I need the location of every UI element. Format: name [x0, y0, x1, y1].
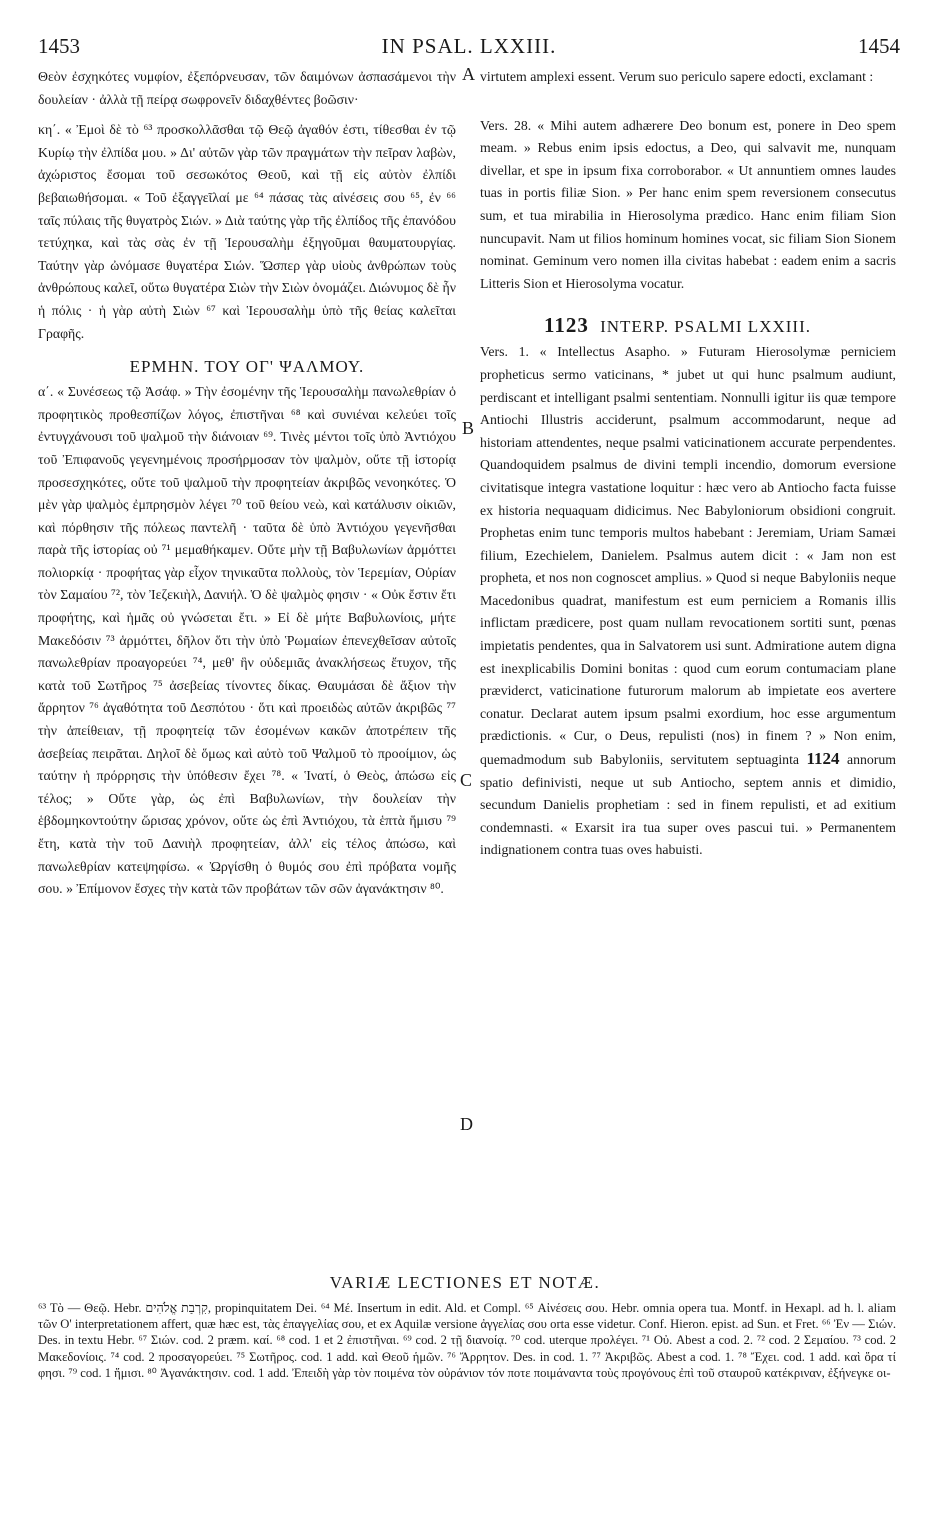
greek-paragraph-1: Θεὸν ἐσχηκότες νυμφίον, ἐξεπόρνευσαν, τῶν δαιμόνων ἀσπασάμενοι τὴν δουλείαν · ἀλλὰ τῇ πείρᾳ σωφρονεῖν διδαχθέντες βοῶσιν·	[38, 69, 456, 107]
notes-block	[38, 1300, 896, 1381]
page-header	[38, 34, 900, 64]
margin-marker-c: C	[460, 770, 473, 790]
latin-paragraph-3	[480, 341, 896, 862]
margin-marker-d: D	[460, 1114, 473, 1134]
notes-text: ⁶³ Τὸ — Θεῷ. Hebr. קִרְבַת אֱלֹהִים, propinquitatem Dei. ⁶⁴ Μέ. Insertum in edit. Ald. et Compl. ⁶⁵ Αἰνέσεις σου. Hebr. omnia opera tua. Montf. in Hexapl. ad h. l. aliam τῶν O' interpretationem affert, quæ hæc est, τὰς ἐπαγγελίας σου, et ex Aquilæ versione ἀγγελίας σου orta esse videtur. Conf. Hieron. epist. ad Sun. et Fret. ⁶⁶ Ἐν — Σιών. Des. in textu Hebr. ⁶⁷ Σιών. cod. 2 præm. καί. ⁶⁸ cod. 1 et 2 ἐπιστῆναι. ⁶⁹ cod. 2 τῇ διανοίᾳ. ⁷⁰ cod. uterque προλέγει. ⁷¹ Οὐ. Abest a cod. 2. ⁷² cod. 2 Σεμαίου. ⁷³ cod. 2 Μακεδονίοις. ⁷⁴ cod. 2 προσαγορεύει. ⁷⁵ Σωτῆρος. cod. 1 add. καὶ Θεοῦ ἡμῶν. ⁷⁶ Ἄρρητον. Des. in cod. 1. ⁷⁷ Ἀκριβῶς. Abest a cod. 1. ⁷⁸ Ἔχει. cod. 1 add. καὶ ὅρα τί φησι. ⁷⁹ cod. 1 ἥμισι. ⁸⁰ Ἀγανάκτησιν. cod. 1 add. Ἐπειδὴ γὰρ τὸν ποιμένα τὸν οὐράνιον τόν ποτε ποιμάναντα τοὺς προγόνους ἐπὶ τοῦ σταυροῦ κατέκριναν, ἐξήνεγκε οι-	[38, 1301, 896, 1380]
margin-marker-b: B	[462, 418, 475, 438]
latin-section-title	[480, 313, 896, 339]
page-number-right: 1454	[858, 34, 900, 58]
latin-paragraph-2: Vers. 28. « Mihi autem adhærere Deo bonum est, ponere in Deo spem meam. » Rebus enim ipsis edoctus, a Deo, qui salvavit me, nunquam divellar, et spe in ipsum fixa corroborabor. « Ut annuntiem omnes laudes tuas in portis filiæ Sion. » Per hanc enim spem reversionem consecutus sum, et tua mirabilia in Hierosolyma prædico. Hanc enim filiam Sion nuncupavit. Nam ut filios hominum homines vocat, sic filiam Sion Sionem nominat. Geminum vero nomen illa civitas habebat : eadem enim a sacris Litteris Sion et Hierosolyma vocatur.	[480, 117, 896, 291]
notes-title: VARIÆ LECTIONES ET NOTÆ.	[329, 1273, 601, 1292]
page-number-left: 1453	[38, 34, 80, 58]
greek-paragraph-2: κη΄. « Ἐμοὶ δὲ τὸ ⁶³ προσκολλᾶσθαι τῷ Θεῷ ἀγαθόν ἐστι, τίθεσθαι ἐν τῷ Κυρίῳ τὴν ἐλπίδα μου. » Δι' αὐτῶν γὰρ τῶν πραγμάτων τὴν πεῖραν λαβὼν, ἀχώριστος ἔσομαι τοῦ σεσωκότος Θεοῦ, καὶ τῇ εἰς αὐτὸν ἐλπίδι βεβαιωθήσομαι. « Τοῦ ἐξαγγεῖλαί με ⁶⁴ πάσας τὰς αἰνέσεις σου ⁶⁵, ἐν ⁶⁶ ταῖς πύλαις τῆς θυγατρὸς Σιών. » Διὰ ταύτης γὰρ τῆς ἐλπίδος τῆς ἐπανόδου τετύχηκα, καὶ τὰς σὰς ἐν τῇ Ἱερουσαλὴμ ἐξηγοῦμαι θαυματουργίας. Ταύτην γὰρ ὠνόμασε θυγατέρα Σιών. Ὥσπερ γὰρ υἱοὺς ἀνθρώπων τοὺς ἀνθρώπους καλεῖ, οὕτω θυγατέρα Σιὼν τὴν Σιὼν ὀνομάζει. Διώνυμος δὲ ἦν ἡ πόλις · ἡ γὰρ αὐτὴ Σιὼν ⁶⁷ καὶ Ἱερουσαλὴμ ὑπὸ τῆς θείας καλεῖται Γραφῆς.	[38, 122, 456, 341]
section-number: 1123	[544, 313, 589, 338]
latin-paragraph-3-part-2: annorum spatio definivisti, neque ut sub Antiocho, septem annis et dimidio, secundum Danielis prophetiam : sed in finem repulisti, et ad exitium condemnasti. « Exarsit ira tua super oves pascui tui. » Permanentem indignationem contra tuas oves habuisti.	[480, 752, 897, 858]
latin-paragraph-1: virtutem amplexi essent. Verum suo periculo sapere edocti, exclamant :	[480, 69, 874, 84]
inline-column-number: 1124	[806, 749, 840, 769]
greek-section-title: ΕΡΜΗΝ. ΤΟΥ ΟΓ' ΨΑΛΜΟΥ.	[129, 357, 365, 377]
section-title-text: INTERP. PSALMI LXXIII.	[600, 317, 811, 337]
greek-column	[38, 66, 456, 901]
latin-column	[480, 66, 896, 862]
margin-marker-a: A	[462, 64, 475, 84]
latin-paragraph-3-part-1: Vers. 1. « Intellectus Asapho. » Futuram Hierosolymæ perniciem propheticus sermo vaticinans, * jubet ut qui hunc psalmum audiunt, perdiscant et intelligant psalmi sententiam. Nonnulli igitur iis quæ tempore Antiochi Illustris acciderunt, psalmum accommodarunt, neque ad historiam attendentes, neque psalmi vaticinationem accurate perpendentes. Quandoquidem psalmus de divini templi incendio, domorum eversione civitatisque integra vastatione loquitur : hæc vero ab Antiocho facta fuisse ex historia nequaquam didicimus. Nec Babyloniorum obsidioni congruit. Prophetas enim tunc temporis multos habebant : Jeremiam, Uriam Samæi filium, Ezechielem, Danielem. Psalmus autem dicit : « Jam non est propheta, et nos non cognoscet amplius. » Quod si neque Babyloniis neque Macedonibus quadrat, manifestum est eum perniciem a Romanis illis inflictam prædicere, post quam nullam revocationem sortiti sunt, pœnas impietatis pendentes, qua in Salvatorem usi sunt. Admiratione autem digna est inexplicabilis Domini bonitas : quod cum eorum contumaciam plane præviderct, vaticinatione futurorum malorum ab impietate eos avertere conatur. Declarat autem ipsum psalmi exordium, hoc esse argumentum prædictionis. « Cur, o Deus, repulisti (nos) in finem ? » Non enim, quemadmodum sub Babyloniis, servitutem septuaginta	[480, 344, 896, 768]
running-title: IN PSAL. LXXIII.	[381, 34, 557, 58]
greek-paragraph-3: α΄. « Συνέσεως τῷ Ἀσάφ. » Τὴν ἐσομένην τῆς Ἱερουσαλὴμ πανωλεθρίαν ὁ προφητικὸς προθεσπίζων λόγος, ἐπιστῆναι ⁶⁸ καὶ συνιέναι κελεύει τοῖς ἐντυγχάνουσι τοῦ ψαλμοῦ τὴν διάνοιαν ⁶⁹. Τινὲς μέντοι τοῖς ὑπὸ Ἀντιόχου τοῦ Ἐπιφανοῦς γεγενημένοις προσήρμοσαν τὸν ψαλμὸν, οὔτε τῇ ἱστορίᾳ προσεσχηκότες, οὔτε τοῦ ψαλμοῦ τὴν προφητείαν ἀκριβῶς νενοηκότες. Ὁ μὲν γὰρ ψαλμὸς ἐμπρησμὸν λέγει ⁷⁰ τοῦ θείου νεὼ, καὶ κατάλυσιν οἰκιῶν, καὶ πόρθησιν τῆς πόλεως παντελῆ · ταῦτα δὲ ὑπὸ Ἀντιόχου γεγενῆσθαι παρὰ τῆς ἱστορίας οὐ ⁷¹ μεμαθήκαμεν. Οὔτε μὴν τῇ Βαβυλωνίων ἁρμόττει πολιορκίᾳ · προφήτας γὰρ εἶχον τηνικαῦτα πολλοὺς, τὸν Ἱερεμίαν, Οὐρίαν τὸν Σαμαίου ⁷², τὸν Ἰεζεκιὴλ, Δανιήλ. Ὁ δὲ ψαλμὸς φησιν · « Οὐκ ἔστιν ἔτι προφήτης, καὶ ἡμᾶς οὐ γνώσεται ἔτι. » Εἰ δὲ μήτε Βαβυλωνίοις, μήτε Μακεδόσιν ⁷³ ἁρμόττει, δῆλον ὅτι τὴν ὑπὸ Ῥωμαίων ἐπενεχθεῖσαν αὐτοῖς πανωλεθρίαν προαγορεύει ⁷⁴, μεθ' ἣν οὐδεμιᾶς ἀνακλήσεως ἔτυχον, τῆς κατὰ τοῦ Σωτῆρος ⁷⁵ ἀσεβείας τίνοντες δίκας. Θαυμάσαι δὲ ἄξιον τὴν ἄρρητον ⁷⁶ ἀγαθότητα τοῦ Δεσπότου · ὅτι καὶ προειδὼς αὐτῶν ἀκριβῶς ⁷⁷ τὴν ἀπείθειαν, τῇ προφητείᾳ τῶν ἐσομένων κακῶν ἀποτρέπειν τῆς ἀσεβείας πειρᾶται. Δηλοῖ δὲ ὅμως καὶ αὐτὸ τοῦ Ψαλμοῦ τὸ προοίμιον, ὡς ταύτην ἡ πρόρρησις τὴν ὑπόθεσιν ἔχει ⁷⁸. « Ἱνατί, ὁ Θεὸς, ἀπώσω εἰς τέλος; » Οὔτε γὰρ, ὡς ἐπὶ Βαβυλωνίων, τὴν δουλείαν τὴν ἑβδομηκοντούτην ὥρισας χρόνον, οὔτε ὡς ἐπὶ Ἀντιόχου, τὰ ἑπτὰ ἥμισυ ⁷⁹ ἔτη, κατὰ τὴν τοῦ Δανιὴλ προφητείαν, ἀλλ' εἰς τέλος ἀπώσω, καὶ πανωλεθρίαν κατεψηφίσω. « Ὠργίσθη ὁ θυμός σου ἐπὶ πρόβατα νομῆς σου. » Ἐπίμονον ἔσχες τὴν κατὰ τῶν προβάτων τῶν σῶν ἀγανάκτησιν ⁸⁰.	[38, 384, 456, 897]
